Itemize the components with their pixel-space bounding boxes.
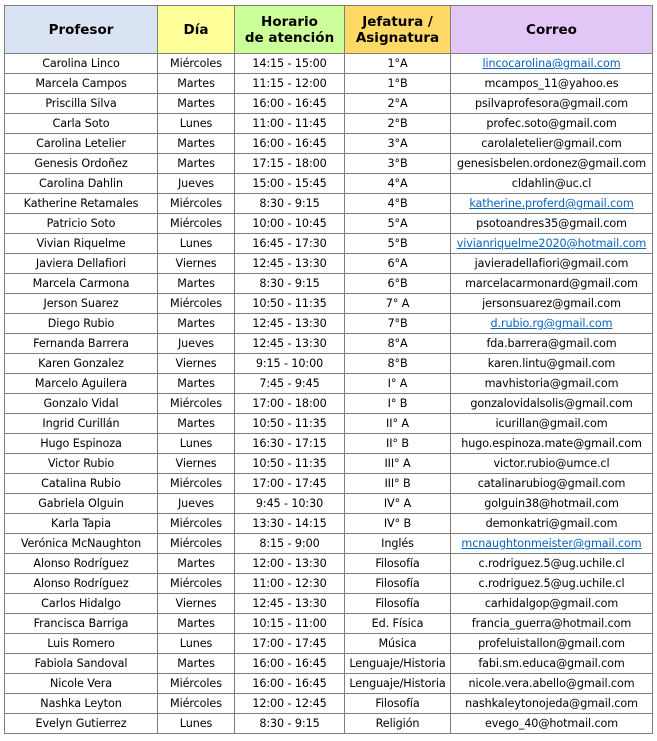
- table-row: [5, 434, 653, 454]
- header-profesor: Profesor: [5, 6, 158, 54]
- dia-cell: Miércoles: [158, 514, 235, 534]
- correo-cell: marcelacarmonard@gmail.com: [451, 274, 653, 294]
- horario-cell: 8:30 - 9:15: [235, 194, 345, 214]
- profesor-cell: Victor Rubio: [5, 454, 158, 474]
- jefatura-cell: 3°B: [345, 154, 451, 174]
- dia-cell: Miércoles: [158, 694, 235, 714]
- dia-cell: Miércoles: [158, 674, 235, 694]
- correo-cell: karen.lintu@gmail.com: [451, 354, 653, 374]
- jefatura-cell: 6°B: [345, 274, 451, 294]
- jefatura-cell: Religión: [345, 714, 451, 734]
- table-row: [5, 114, 653, 134]
- jefatura-cell: II° B: [345, 434, 451, 454]
- profesor-cell: Evelyn Gutierrez: [5, 714, 158, 734]
- profesor-cell: Jerson Suarez: [5, 294, 158, 314]
- jefatura-cell: III° B: [345, 474, 451, 494]
- dia-cell: Martes: [158, 134, 235, 154]
- profesor-cell: Verónica McNaughton: [5, 534, 158, 554]
- table-row: [5, 234, 653, 254]
- header-horario: Horario de atención: [235, 6, 345, 54]
- dia-cell: Viernes: [158, 254, 235, 274]
- jefatura-cell: Filosofía: [345, 554, 451, 574]
- email-link[interactable]: mcnaughtonmeister@gmail.com: [461, 537, 642, 550]
- table-row: [5, 214, 653, 234]
- horario-cell: 17:00 - 17:45: [235, 634, 345, 654]
- dia-cell: Miércoles: [158, 194, 235, 214]
- horario-cell: 12:45 - 13:30: [235, 334, 345, 354]
- profesor-cell: Marcelo Aguilera: [5, 374, 158, 394]
- correo-cell: mavhistoria@gmail.com: [451, 374, 653, 394]
- table-row: [5, 674, 653, 694]
- table-row: [5, 154, 653, 174]
- jefatura-cell: I° A: [345, 374, 451, 394]
- correo-cell: gonzalovidalsolis@gmail.com: [451, 394, 653, 414]
- table-row: [5, 534, 653, 554]
- table-row: [5, 574, 653, 594]
- correo-cell: fabi.sm.educa@gmail.com: [451, 654, 653, 674]
- correo-cell: demonkatri@gmail.com: [451, 514, 653, 534]
- profesor-cell: Nashka Leyton: [5, 694, 158, 714]
- profesor-cell: Carla Soto: [5, 114, 158, 134]
- dia-cell: Miércoles: [158, 214, 235, 234]
- table-row: [5, 594, 653, 614]
- dia-cell: Miércoles: [158, 294, 235, 314]
- correo-cell: [451, 534, 653, 554]
- jefatura-cell: 4°A: [345, 174, 451, 194]
- table-row: [5, 714, 653, 734]
- jefatura-cell: 6°A: [345, 254, 451, 274]
- profesor-cell: Carolina Linco: [5, 54, 158, 74]
- correo-cell: francia_guerra@hotmail.com: [451, 614, 653, 634]
- table-row: [5, 454, 653, 474]
- jefatura-cell: I° B: [345, 394, 451, 414]
- jefatura-cell: 1°B: [345, 74, 451, 94]
- dia-cell: Lunes: [158, 234, 235, 254]
- dia-cell: Miércoles: [158, 474, 235, 494]
- header-dia: Día: [158, 6, 235, 54]
- profesor-cell: Vivian Riquelme: [5, 234, 158, 254]
- horario-cell: 12:45 - 13:30: [235, 254, 345, 274]
- table-row: [5, 194, 653, 214]
- correo-cell: cldahlin@uc.cl: [451, 174, 653, 194]
- table-row: [5, 54, 653, 74]
- table-row: [5, 394, 653, 414]
- horario-cell: 16:00 - 16:45: [235, 654, 345, 674]
- correo-cell: nashkaleytonojeda@gmail.com: [451, 694, 653, 714]
- dia-cell: Martes: [158, 614, 235, 634]
- profesor-cell: Hugo Espinoza: [5, 434, 158, 454]
- profesor-cell: Patricio Soto: [5, 214, 158, 234]
- horario-cell: 12:00 - 12:45: [235, 694, 345, 714]
- dia-cell: Martes: [158, 314, 235, 334]
- horario-cell: 8:30 - 9:15: [235, 714, 345, 734]
- profesor-cell: Alonso Rodríguez: [5, 574, 158, 594]
- jefatura-cell: Lenguaje/Historia: [345, 654, 451, 674]
- profesor-cell: Genesis Ordoñez: [5, 154, 158, 174]
- dia-cell: Viernes: [158, 454, 235, 474]
- email-link[interactable]: katherine.proferd@gmail.com: [469, 197, 634, 210]
- horario-cell: 15:00 - 15:45: [235, 174, 345, 194]
- correo-cell: genesisbelen.ordonez@gmail.com: [451, 154, 653, 174]
- correo-cell: javieradellafiori@gmail.com: [451, 254, 653, 274]
- profesor-cell: Catalina Rubio: [5, 474, 158, 494]
- header-row: [5, 6, 653, 54]
- correo-cell: c.rodriguez.5@ug.uchile.cl: [451, 574, 653, 594]
- correo-cell: fda.barrera@gmail.com: [451, 334, 653, 354]
- profesor-cell: Fabiola Sandoval: [5, 654, 158, 674]
- correo-cell: mcampos_11@yahoo.es: [451, 74, 653, 94]
- correo-cell: c.rodriguez.5@ug.uchile.cl: [451, 554, 653, 574]
- jefatura-cell: 8°B: [345, 354, 451, 374]
- profesor-cell: Katherine Retamales: [5, 194, 158, 214]
- correo-cell: [451, 194, 653, 214]
- horario-cell: 10:50 - 11:35: [235, 454, 345, 474]
- table-row: [5, 94, 653, 114]
- dia-cell: Miércoles: [158, 394, 235, 414]
- horario-cell: 12:45 - 13:30: [235, 314, 345, 334]
- profesor-cell: Ingrid Curillán: [5, 414, 158, 434]
- horario-cell: 8:30 - 9:15: [235, 274, 345, 294]
- dia-cell: Martes: [158, 154, 235, 174]
- profesor-cell: Carlos Hidalgo: [5, 594, 158, 614]
- horario-cell: 9:45 - 10:30: [235, 494, 345, 514]
- dia-cell: Martes: [158, 654, 235, 674]
- jefatura-cell: 5°B: [345, 234, 451, 254]
- jefatura-cell: 8°A: [345, 334, 451, 354]
- table-row: [5, 334, 653, 354]
- jefatura-cell: 2°B: [345, 114, 451, 134]
- jefatura-cell: III° A: [345, 454, 451, 474]
- table-row: [5, 654, 653, 674]
- profesor-cell: Francisca Barriga: [5, 614, 158, 634]
- jefatura-cell: Música: [345, 634, 451, 654]
- header-correo: Correo: [451, 6, 653, 54]
- header-jefatura: Jefatura / Asignatura: [345, 6, 451, 54]
- table-row: [5, 634, 653, 654]
- horario-cell: 16:00 - 16:45: [235, 674, 345, 694]
- table-row: [5, 174, 653, 194]
- profesor-cell: Karla Tapia: [5, 514, 158, 534]
- table-row: [5, 74, 653, 94]
- jefatura-cell: Filosofía: [345, 694, 451, 714]
- horario-cell: 8:15 - 9:00: [235, 534, 345, 554]
- horario-cell: 16:30 - 17:15: [235, 434, 345, 454]
- dia-cell: Martes: [158, 94, 235, 114]
- jefatura-cell: Filosofía: [345, 574, 451, 594]
- horario-cell: 17:00 - 18:00: [235, 394, 345, 414]
- horario-cell: 10:50 - 11:35: [235, 414, 345, 434]
- dia-cell: Miércoles: [158, 54, 235, 74]
- table-row: [5, 294, 653, 314]
- table-row: [5, 614, 653, 634]
- email-link[interactable]: lincocarolina@gmail.com: [482, 57, 621, 70]
- dia-cell: Lunes: [158, 634, 235, 654]
- table-row: [5, 374, 653, 394]
- profesor-cell: Marcela Campos: [5, 74, 158, 94]
- profesor-cell: Marcela Carmona: [5, 274, 158, 294]
- profesor-cell: Fernanda Barrera: [5, 334, 158, 354]
- jefatura-cell: 1°A: [345, 54, 451, 74]
- profesor-cell: Alonso Rodríguez: [5, 554, 158, 574]
- dia-cell: Lunes: [158, 114, 235, 134]
- jefatura-cell: 7° A: [345, 294, 451, 314]
- jefatura-cell: II° A: [345, 414, 451, 434]
- table-row: [5, 314, 653, 334]
- table-row: [5, 474, 653, 494]
- horario-cell: 16:00 - 16:45: [235, 134, 345, 154]
- correo-cell: profeluistallon@gmail.com: [451, 634, 653, 654]
- profesor-cell: Luis Romero: [5, 634, 158, 654]
- correo-cell: profec.soto@gmail.com: [451, 114, 653, 134]
- correo-cell: psilvaprofesora@gmail.com: [451, 94, 653, 114]
- horario-cell: 16:45 - 17:30: [235, 234, 345, 254]
- jefatura-cell: Filosofía: [345, 594, 451, 614]
- correo-cell: nicole.vera.abello@gmail.com: [451, 674, 653, 694]
- correo-cell: hugo.espinoza.mate@gmail.com: [451, 434, 653, 454]
- dia-cell: Martes: [158, 74, 235, 94]
- jefatura-cell: 7°B: [345, 314, 451, 334]
- correo-cell: [451, 54, 653, 74]
- correo-cell: psotoandres35@gmail.com: [451, 214, 653, 234]
- dia-cell: Jueves: [158, 334, 235, 354]
- jefatura-cell: IV° A: [345, 494, 451, 514]
- dia-cell: Miércoles: [158, 574, 235, 594]
- horario-cell: 10:15 - 11:00: [235, 614, 345, 634]
- table-row: [5, 354, 653, 374]
- horario-cell: 11:15 - 12:00: [235, 74, 345, 94]
- dia-cell: Miércoles: [158, 534, 235, 554]
- table-row: [5, 134, 653, 154]
- profesor-cell: Diego Rubio: [5, 314, 158, 334]
- correo-cell: golguin38@hotmail.com: [451, 494, 653, 514]
- profesor-cell: Carolina Letelier: [5, 134, 158, 154]
- table-row: [5, 514, 653, 534]
- profesor-cell: Gabriela Olguin: [5, 494, 158, 514]
- correo-cell: [451, 314, 653, 334]
- correo-cell: carolaletelier@gmail.com: [451, 134, 653, 154]
- email-link[interactable]: vivianriquelme2020@hotmail.com: [456, 237, 647, 250]
- horario-cell: 16:00 - 16:45: [235, 94, 345, 114]
- profesor-cell: Nicole Vera: [5, 674, 158, 694]
- dia-cell: Lunes: [158, 434, 235, 454]
- horario-cell: 10:00 - 10:45: [235, 214, 345, 234]
- profesor-cell: Gonzalo Vidal: [5, 394, 158, 414]
- jefatura-cell: IV° B: [345, 514, 451, 534]
- horario-cell: 13:30 - 14:15: [235, 514, 345, 534]
- correo-cell: catalinarubiog@gmail.com: [451, 474, 653, 494]
- dia-cell: Viernes: [158, 354, 235, 374]
- jefatura-cell: Inglés: [345, 534, 451, 554]
- jefatura-cell: Lenguaje/Historia: [345, 674, 451, 694]
- horario-cell: 9:15 - 10:00: [235, 354, 345, 374]
- email-link[interactable]: d.rubio.rg@gmail.com: [490, 317, 613, 330]
- horario-cell: 7:45 - 9:45: [235, 374, 345, 394]
- jefatura-cell: Ed. Física: [345, 614, 451, 634]
- dia-cell: Martes: [158, 374, 235, 394]
- horario-cell: 11:00 - 12:30: [235, 574, 345, 594]
- table-row: [5, 274, 653, 294]
- horario-cell: 17:00 - 17:45: [235, 474, 345, 494]
- jefatura-cell: 5°A: [345, 214, 451, 234]
- dia-cell: Martes: [158, 274, 235, 294]
- profesor-cell: Carolina Dahlin: [5, 174, 158, 194]
- horario-cell: 17:15 - 18:00: [235, 154, 345, 174]
- correo-cell: carhidalgop@gmail.com: [451, 594, 653, 614]
- correo-cell: [451, 234, 653, 254]
- teachers-table: [4, 5, 653, 734]
- table-row: [5, 254, 653, 274]
- dia-cell: Viernes: [158, 594, 235, 614]
- horario-cell: 10:50 - 11:35: [235, 294, 345, 314]
- horario-cell: 12:00 - 13:30: [235, 554, 345, 574]
- dia-cell: Lunes: [158, 714, 235, 734]
- table-row: [5, 414, 653, 434]
- correo-cell: victor.rubio@umce.cl: [451, 454, 653, 474]
- dia-cell: Martes: [158, 554, 235, 574]
- jefatura-cell: 4°B: [345, 194, 451, 214]
- profesor-cell: Karen Gonzalez: [5, 354, 158, 374]
- dia-cell: Martes: [158, 414, 235, 434]
- table-row: [5, 694, 653, 714]
- jefatura-cell: 3°A: [345, 134, 451, 154]
- correo-cell: evego_40@hotmail.com: [451, 714, 653, 734]
- correo-cell: icurillan@gmail.com: [451, 414, 653, 434]
- dia-cell: Jueves: [158, 174, 235, 194]
- horario-cell: 11:00 - 11:45: [235, 114, 345, 134]
- table-row: [5, 494, 653, 514]
- correo-cell: jersonsuarez@gmail.com: [451, 294, 653, 314]
- profesor-cell: Priscilla Silva: [5, 94, 158, 114]
- table-row: [5, 554, 653, 574]
- horario-cell: 14:15 - 15:00: [235, 54, 345, 74]
- horario-cell: 12:45 - 13:30: [235, 594, 345, 614]
- profesor-cell: Javiera Dellafiori: [5, 254, 158, 274]
- jefatura-cell: 2°A: [345, 94, 451, 114]
- dia-cell: Jueves: [158, 494, 235, 514]
